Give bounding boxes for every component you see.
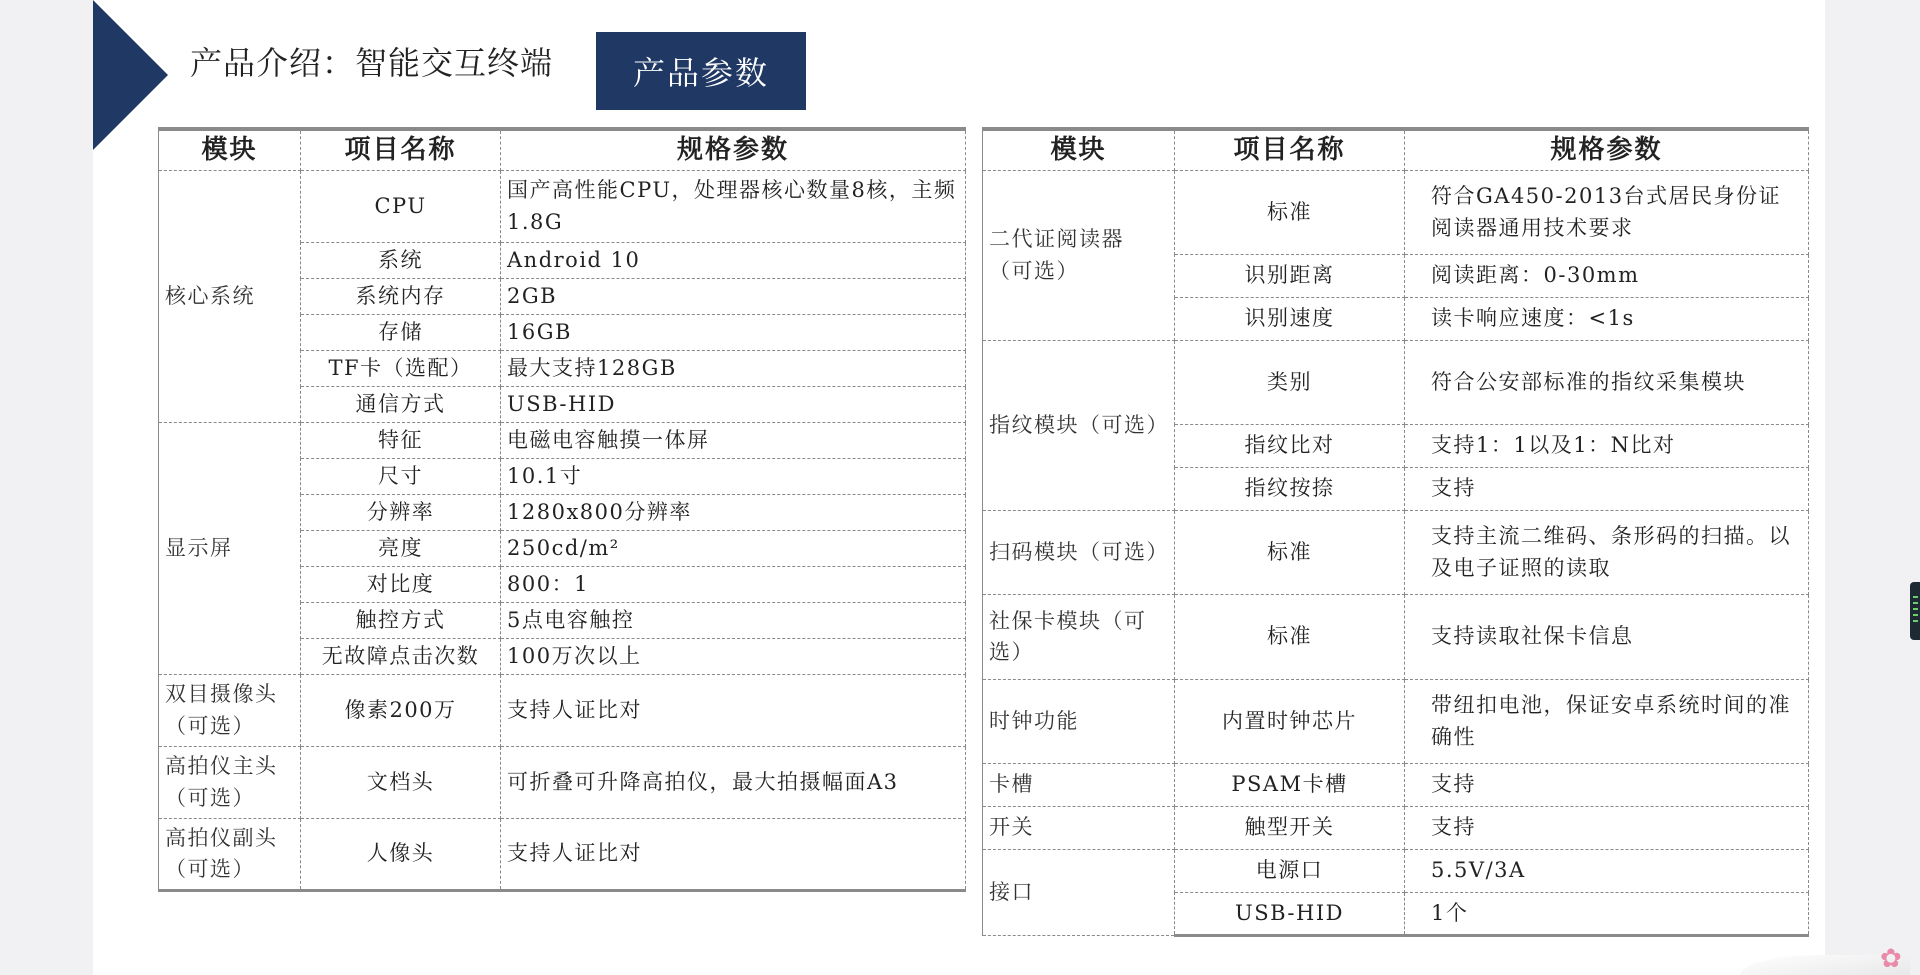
item-name-cell: USB-HID xyxy=(1175,893,1405,936)
item-name-cell: 标准 xyxy=(1175,171,1405,255)
item-name-cell: 系统内存 xyxy=(301,279,501,315)
module-cell: 接口 xyxy=(983,850,1175,936)
module-cell: 二代证阅读器（可选） xyxy=(983,171,1175,341)
spec-value-cell: 最大支持128GB xyxy=(501,351,966,387)
header-module: 模块 xyxy=(159,129,301,171)
spec-value-cell: 支持 xyxy=(1405,468,1809,511)
page-title: 产品介绍：智能交互终端 xyxy=(190,44,554,82)
spec-value-cell: 800：1 xyxy=(501,567,966,603)
table-header-row xyxy=(983,129,1809,171)
item-name-cell: 分辨率 xyxy=(301,495,501,531)
item-name-cell: 触控方式 xyxy=(301,603,501,639)
slide xyxy=(93,0,1825,975)
spec-value-cell: 符合GA450-2013台式居民身份证阅读器通用技术要求 xyxy=(1405,171,1809,255)
spec-value-cell: 1个 xyxy=(1405,893,1809,936)
spec-value-cell: 16GB xyxy=(501,315,966,351)
table-row xyxy=(983,511,1809,595)
item-name-cell: PSAM卡槽 xyxy=(1175,764,1405,807)
module-cell: 显示屏 xyxy=(159,423,301,675)
section-badge: 产品参数 xyxy=(596,32,806,110)
item-name-cell: 识别速度 xyxy=(1175,298,1405,341)
spec-value-cell: 10.1寸 xyxy=(501,459,966,495)
spec-value-cell: 5.5V/3A xyxy=(1405,850,1809,893)
item-name-cell: 尺寸 xyxy=(301,459,501,495)
module-cell: 开关 xyxy=(983,807,1175,850)
spec-value-cell: 支持主流二维码、条形码的扫描。以及电子证照的读取 xyxy=(1405,511,1809,595)
spec-value-cell: 支持 xyxy=(1405,764,1809,807)
header-spec: 规格参数 xyxy=(1405,129,1809,171)
table-row xyxy=(983,764,1809,807)
table-row xyxy=(983,341,1809,425)
item-name-cell: 文档头 xyxy=(301,747,501,819)
table-row xyxy=(983,807,1809,850)
item-name-cell: 识别距离 xyxy=(1175,255,1405,298)
table-row xyxy=(983,595,1809,680)
module-cell: 卡槽 xyxy=(983,764,1175,807)
header-spec: 规格参数 xyxy=(501,129,966,171)
item-name-cell: 像素200万 xyxy=(301,675,501,747)
item-name-cell: TF卡（选配） xyxy=(301,351,501,387)
item-name-cell: 无故障点击次数 xyxy=(301,639,501,675)
table-row xyxy=(983,680,1809,764)
flower-icon: ✿ xyxy=(1880,944,1902,974)
spec-value-cell: 读卡响应速度：<1s xyxy=(1405,298,1809,341)
spec-value-cell: 符合公安部标准的指纹采集模块 xyxy=(1405,341,1809,425)
spec-value-cell: 支持人证比对 xyxy=(501,819,966,891)
module-cell: 社保卡模块（可选） xyxy=(983,595,1175,680)
module-cell: 核心系统 xyxy=(159,171,301,423)
spec-value-cell: 支持 xyxy=(1405,807,1809,850)
spec-value-cell: 支持1：1以及1：N比对 xyxy=(1405,425,1809,468)
spec-value-cell: 2GB xyxy=(501,279,966,315)
item-name-cell: 亮度 xyxy=(301,531,501,567)
item-name-cell: 存储 xyxy=(301,315,501,351)
item-name-cell: 触型开关 xyxy=(1175,807,1405,850)
module-cell: 高拍仪主头（可选） xyxy=(159,747,301,819)
side-scroll-tab[interactable] xyxy=(1910,582,1920,640)
item-name-cell: 内置时钟芯片 xyxy=(1175,680,1405,764)
spec-value-cell: 支持读取社保卡信息 xyxy=(1405,595,1809,680)
header-module: 模块 xyxy=(983,129,1175,171)
item-name-cell: 通信方式 xyxy=(301,387,501,423)
item-name-cell: 标准 xyxy=(1175,511,1405,595)
spec-value-cell: 250cd/m² xyxy=(501,531,966,567)
table-row xyxy=(983,171,1809,255)
table-row xyxy=(159,819,966,891)
module-cell: 扫码模块（可选） xyxy=(983,511,1175,595)
spec-value-cell: 100万次以上 xyxy=(501,639,966,675)
item-name-cell: 对比度 xyxy=(301,567,501,603)
header-arrow-decoration xyxy=(93,0,168,150)
spec-value-cell: 国产高性能CPU，处理器核心数量8核，主频1.8G xyxy=(501,171,966,243)
module-cell: 指纹模块（可选） xyxy=(983,341,1175,511)
table-row xyxy=(159,171,966,243)
module-cell: 高拍仪副头（可选） xyxy=(159,819,301,891)
item-name-cell: CPU xyxy=(301,171,501,243)
item-name-cell: 标准 xyxy=(1175,595,1405,680)
spec-value-cell: 阅读距离：0-30mm xyxy=(1405,255,1809,298)
module-cell: 双目摄像头（可选） xyxy=(159,675,301,747)
module-cell: 时钟功能 xyxy=(983,680,1175,764)
spec-value-cell: USB-HID xyxy=(501,387,966,423)
table-row xyxy=(159,675,966,747)
table-row xyxy=(159,423,966,459)
spec-table-left xyxy=(158,127,966,892)
item-name-cell: 电源口 xyxy=(1175,850,1405,893)
header-item-name: 项目名称 xyxy=(301,129,501,171)
header-item-name: 项目名称 xyxy=(1175,129,1405,171)
item-name-cell: 类别 xyxy=(1175,341,1405,425)
item-name-cell: 特征 xyxy=(301,423,501,459)
item-name-cell: 人像头 xyxy=(301,819,501,891)
item-name-cell: 指纹按捺 xyxy=(1175,468,1405,511)
item-name-cell: 指纹比对 xyxy=(1175,425,1405,468)
spec-value-cell: 5点电容触控 xyxy=(501,603,966,639)
spec-value-cell: Android 10 xyxy=(501,243,966,279)
spec-table-right xyxy=(982,127,1809,937)
spec-value-cell: 1280x800分辨率 xyxy=(501,495,966,531)
table-row xyxy=(983,850,1809,893)
table-header-row xyxy=(159,129,966,171)
spec-value-cell: 支持人证比对 xyxy=(501,675,966,747)
spec-value-cell: 电磁电容触摸一体屏 xyxy=(501,423,966,459)
spec-value-cell: 带纽扣电池，保证安卓系统时间的准确性 xyxy=(1405,680,1809,764)
spec-value-cell: 可折叠可升降高拍仪，最大拍摄幅面A3 xyxy=(501,747,966,819)
table-row xyxy=(159,747,966,819)
item-name-cell: 系统 xyxy=(301,243,501,279)
